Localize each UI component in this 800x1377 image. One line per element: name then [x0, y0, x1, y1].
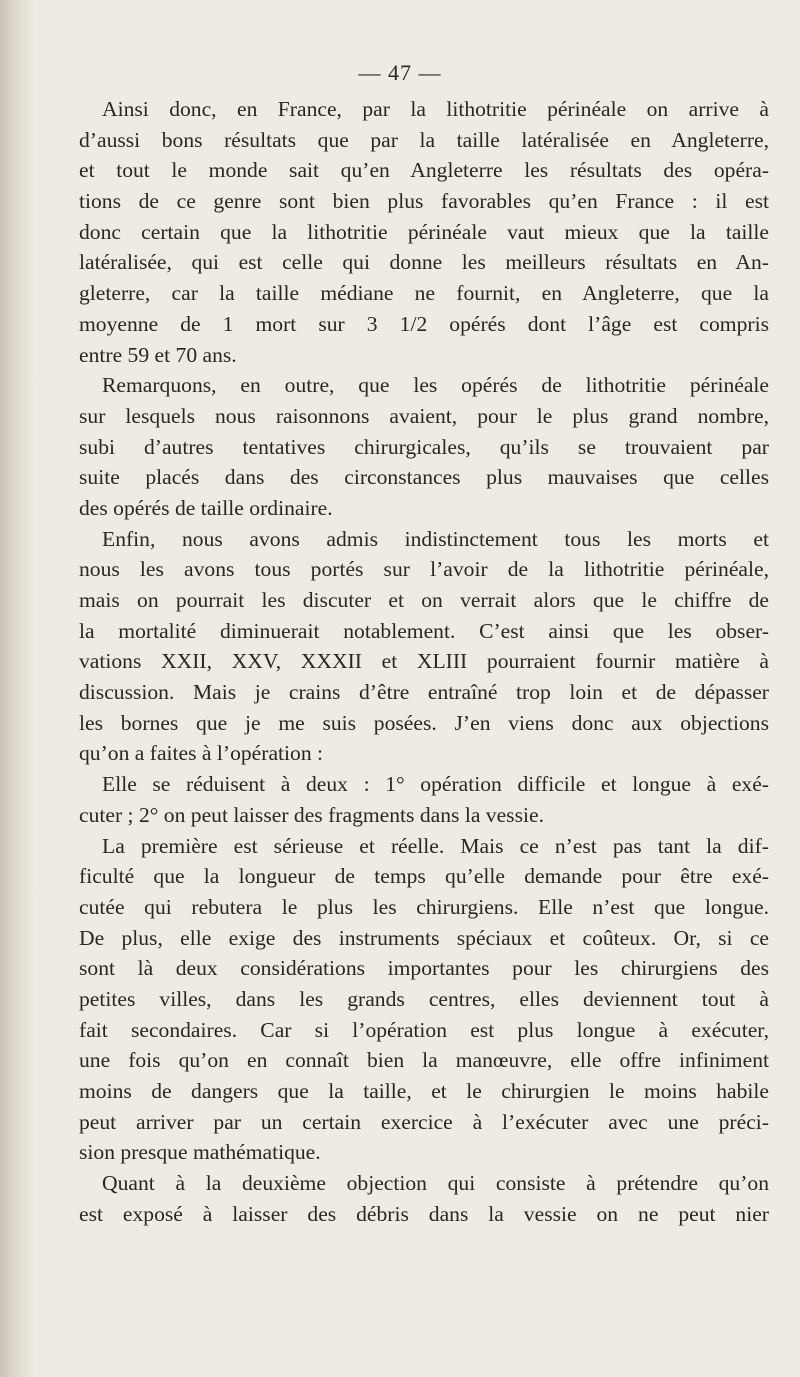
- text-line: latéralisée, qui est celle qui donne les meilleurs résultats en An-: [79, 250, 769, 275]
- text-line: sion presque mathématique.: [79, 1140, 321, 1165]
- text-line: petites villes, dans les grands centres, elles deviennent tout à: [79, 986, 769, 1011]
- text-line: fait secondaires. Car si l’opération est plus longue à exécuter,: [79, 1017, 769, 1042]
- text-line: une fois qu’on en connaît bien la manœuvre, elle offre infiniment: [79, 1048, 769, 1073]
- text-line: d’aussi bons résultats que par la taille latéralisée en Angleterre,: [79, 127, 769, 152]
- text-line: suite placés dans des circonstances plus mauvaises que celles: [79, 465, 769, 490]
- body-text: [79, 94, 769, 1229]
- text-line: donc certain que la lithotritie périnéale vaut mieux que la taille: [79, 219, 769, 244]
- text-line: vations XXII, XXV, XXXII et XLIII pourraient fournir matière à: [79, 649, 769, 674]
- text-line: Enfin, nous avons admis indistinctement tous les morts et: [102, 526, 769, 551]
- text-line: cutée qui rebutera le plus les chirurgiens. Elle n’est que longue.: [79, 894, 769, 919]
- text-line: discussion. Mais je crains d’être entraîné trop loin et de dépasser: [79, 680, 769, 705]
- text-line: Ainsi donc, en France, par la lithotritie périnéale on arrive à: [102, 97, 769, 121]
- text-line: est exposé à laisser des débris dans la vessie on ne peut nier: [79, 1201, 769, 1226]
- text-line: ficulté que la longueur de temps qu’elle demande pour être exé-: [79, 864, 769, 889]
- text-line: cuter ; 2° on peut laisser des fragments dans la vessie.: [79, 802, 544, 827]
- text-line: les bornes que je me suis posées. J’en viens donc aux objections: [79, 710, 769, 735]
- text-line: gleterre, car la taille médiane ne fournit, en Angleterre, que la: [79, 281, 769, 306]
- text-line: De plus, elle exige des instruments spéciaux et coûteux. Or, si ce: [79, 925, 769, 950]
- text-line: sur lesquels nous raisonnons avaient, pour le plus grand nombre,: [79, 403, 769, 428]
- text-line: subi d’autres tentatives chirurgicales, qu’ils se trouvaient par: [79, 434, 769, 459]
- text-line: et tout le monde sait qu’en Angleterre les résultats des opéra-: [79, 158, 769, 183]
- text-line: La première est sérieuse et réelle. Mais ce n’est pas tant la dif-: [102, 833, 769, 858]
- text-line: Quant à la deuxième objection qui consiste à prétendre qu’on: [102, 1171, 769, 1196]
- page-number: — 47 —: [358, 60, 442, 85]
- text-line: nous les avons tous portés sur l’avoir de la lithotritie périnéale,: [79, 557, 769, 582]
- text-line: moins de dangers que la taille, et le chirurgien le moins habile: [79, 1079, 769, 1103]
- text-line: tions de ce genre sont bien plus favorables qu’en France : il est: [79, 189, 769, 214]
- text-line: peut arriver par un certain exercice à l’exécuter avec une préci-: [79, 1109, 769, 1134]
- text-line: qu’on a faites à l’opération :: [79, 741, 324, 766]
- text-line: mais on pourrait les discuter et on verrait alors que le chiffre de: [79, 588, 769, 612]
- text-line: Elle se réduisent à deux : 1° opération difficile et longue à exé-: [102, 772, 769, 797]
- text-line: des opérés de taille ordinaire.: [79, 495, 333, 520]
- text-line: entre 59 et 70 ans.: [79, 342, 237, 367]
- text-line: Remarquons, en outre, que les opérés de lithotritie périnéale: [102, 373, 769, 398]
- page-edge-shadow: [0, 0, 34, 1377]
- text-line: moyenne de 1 mort sur 3 1/2 opérés dont l’âge est compris: [79, 311, 769, 336]
- text-line: sont là deux considérations importantes pour les chirurgiens des: [79, 956, 769, 981]
- text-line: la mortalité diminuerait notablement. C’est ainsi que les obser-: [79, 618, 769, 643]
